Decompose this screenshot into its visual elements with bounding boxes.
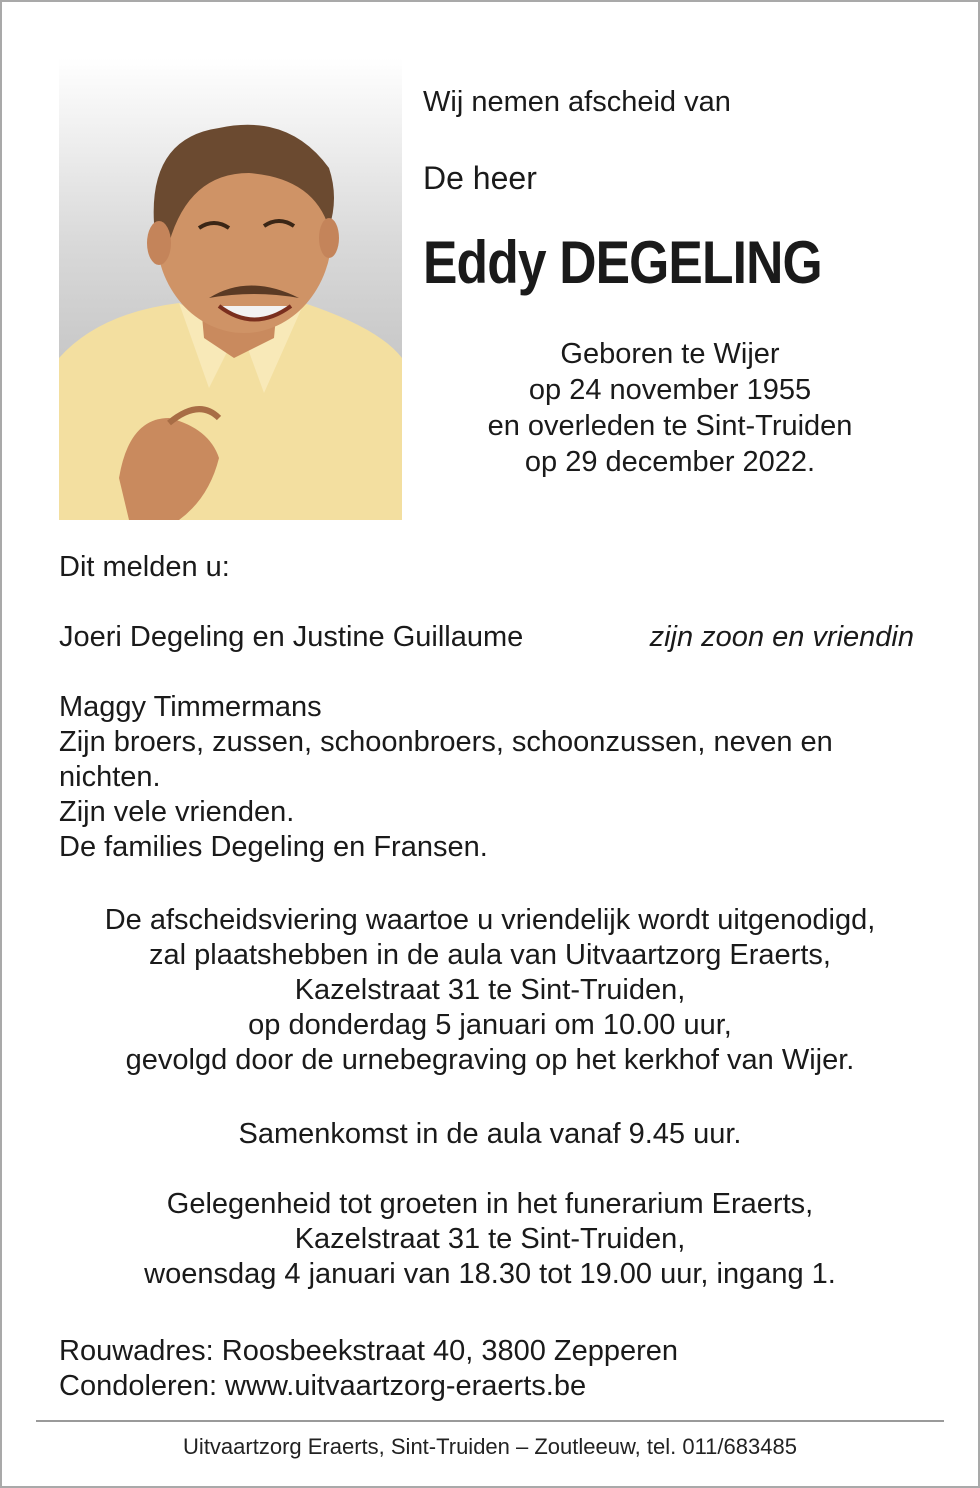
salutation: De heer: [423, 160, 537, 196]
ceremony-line: gevolgd door de urnebegraving op het kerkhof van Wijer.: [125, 1044, 855, 1076]
other-relatives: [59, 690, 833, 865]
portrait-photo: [59, 58, 402, 520]
relatives-role: zijn zoon en vriendin: [649, 621, 914, 653]
portrait-illustration: [59, 58, 402, 520]
ceremony-line: op donderdag 5 januari om 10.00 uur,: [248, 1009, 732, 1041]
deceased-name: Eddy DEGELING: [423, 229, 822, 296]
birth-line: op 24 november 1955: [528, 374, 812, 406]
ceremony-info: [0, 903, 980, 1078]
visitation-info: [0, 1187, 980, 1292]
announce-text: Dit melden u:: [59, 551, 230, 583]
relative-line: Zijn vele vrienden.: [59, 796, 295, 828]
birth-death-info: [432, 336, 908, 480]
ceremony-line: zal plaatshebben in de aula van Uitvaartzorg Eraerts,: [149, 939, 831, 971]
gathering-info: Samenkomst in de aula vanaf 9.45 uur.: [238, 1118, 742, 1150]
relative-line: Zijn broers, zussen, schoonbroers, schoonzussen, neven en: [59, 726, 833, 758]
relatives-name: Joeri Degeling en Justine Guillaume: [59, 621, 524, 653]
ceremony-line: Kazelstraat 31 te Sint-Truiden,: [294, 974, 686, 1006]
condolence-website: Condoleren: www.uitvaartzorg-eraerts.be: [59, 1370, 587, 1402]
relative-line: Maggy Timmermans: [59, 691, 322, 723]
visit-line: woensdag 4 januari van 18.30 tot 19.00 uur, ingang 1.: [144, 1258, 836, 1290]
ceremony-line: De afscheidsviering waartoe u vriendelijk wordt uitgenodigd,: [104, 904, 876, 936]
visit-line: Kazelstraat 31 te Sint-Truiden,: [294, 1223, 686, 1255]
relative-line: De families Degeling en Fransen.: [59, 831, 488, 863]
contact-info: [59, 1334, 678, 1404]
birth-line: Geboren te Wijer: [560, 338, 780, 370]
birth-line: op 29 december 2022.: [524, 446, 816, 478]
intro-text: Wij nemen afscheid van: [423, 86, 731, 118]
footer-text: Uitvaartzorg Eraerts, Sint-Truiden – Zoutleeuw, tel. 011/683485: [183, 1434, 797, 1459]
birth-line: en overleden te Sint-Truiden: [487, 410, 853, 442]
mourning-address: Rouwadres: Roosbeekstraat 40, 3800 Zepperen: [59, 1335, 679, 1367]
footer-divider: [36, 1420, 944, 1422]
visit-line: Gelegenheid tot groeten in het funerarium Eraerts,: [166, 1188, 814, 1220]
relative-line: nichten.: [59, 761, 161, 793]
